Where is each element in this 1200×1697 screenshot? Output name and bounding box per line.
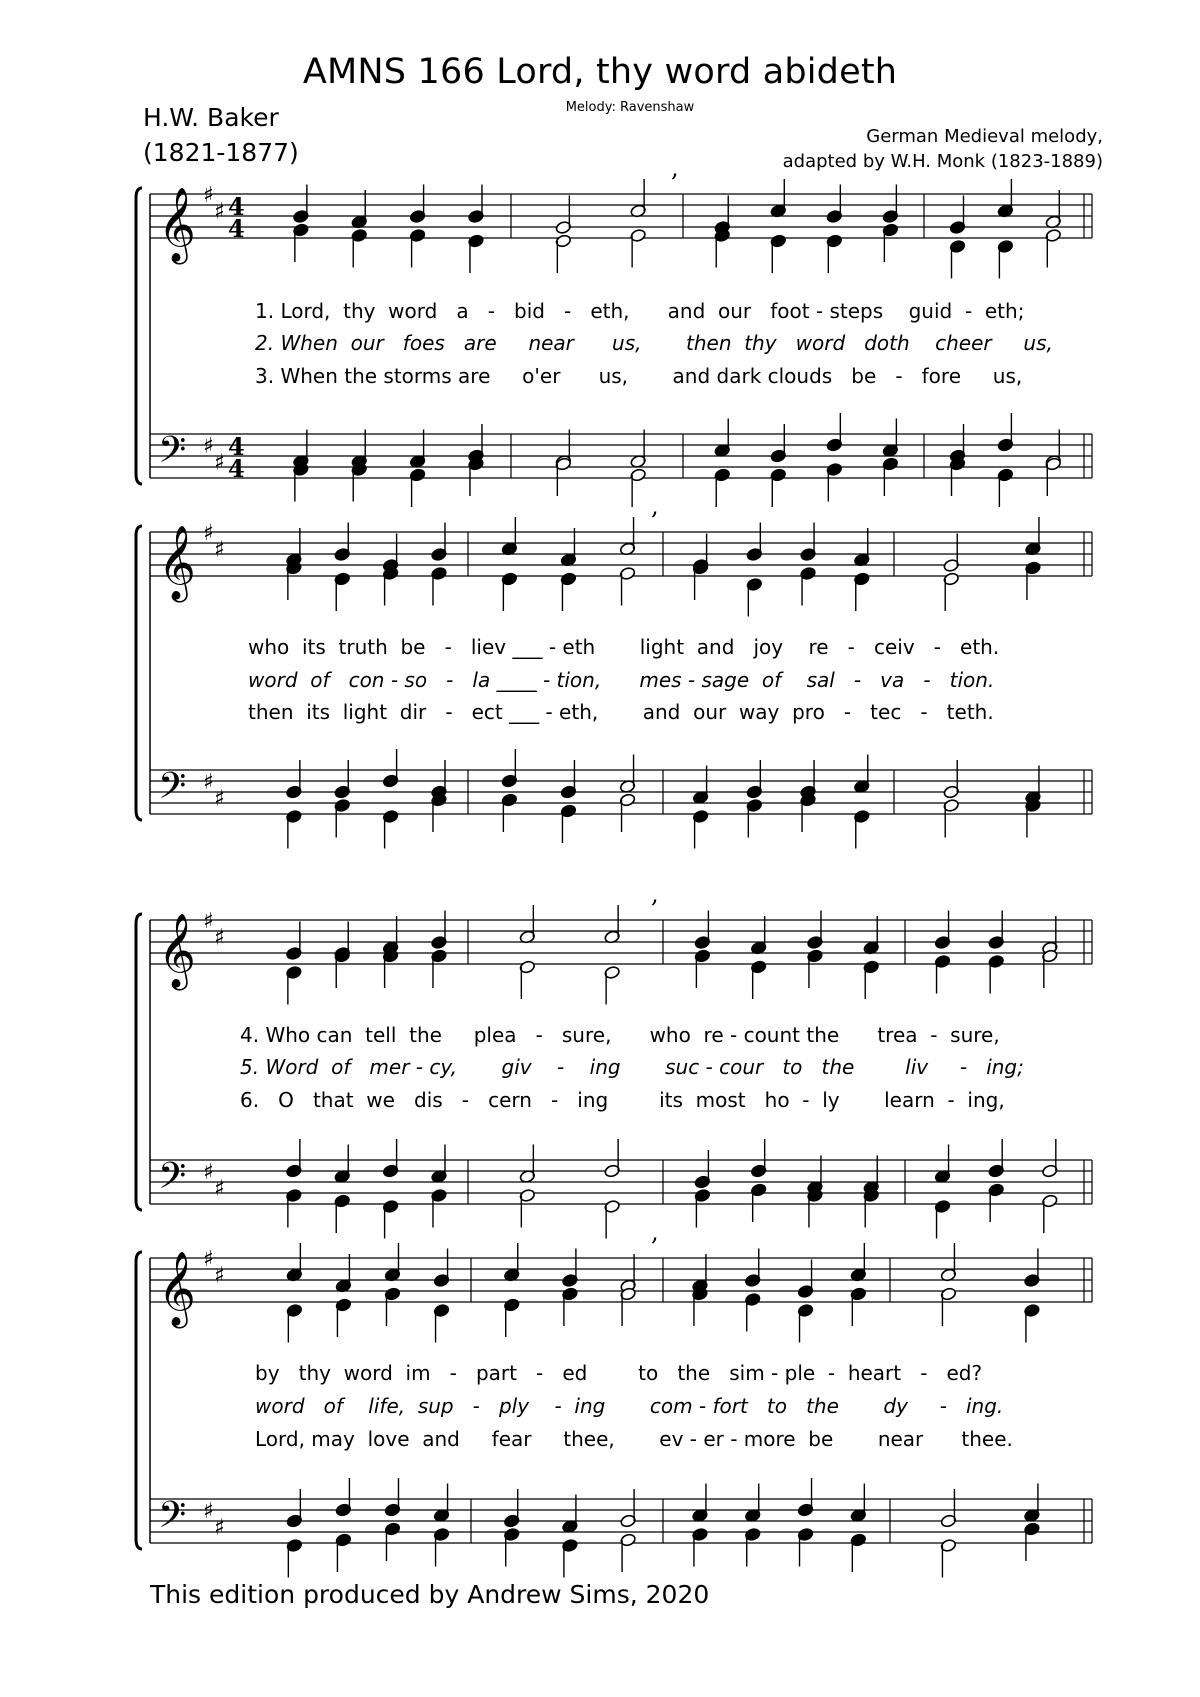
sharp-icon: ♯: [214, 786, 225, 812]
time-signature-icon: 4: [228, 432, 245, 461]
time-signature-icon: 4: [228, 192, 245, 221]
sharp-icon: ♯: [203, 521, 214, 546]
lyric-line: 3. When the storms are o'er us, and dark clouds be - fore us,: [255, 364, 1023, 388]
system-bracket: [136, 1252, 142, 1549]
bass-clef-icon: 𝄢: [158, 1155, 187, 1206]
sharp-icon: ♯: [214, 1515, 225, 1541]
sharp-icon: ♯: [203, 434, 214, 459]
lyric-line: 4. Who can tell the plea - sure, who re - count the trea - sure,: [240, 1023, 1000, 1047]
breath-mark-icon: ,: [671, 154, 679, 182]
lyric-line: Lord, may love and fear thee, ev - er - more be near thee.: [255, 1427, 1013, 1451]
time-signature-icon: 4: [228, 214, 245, 243]
system-bracket: [136, 188, 142, 484]
sharp-icon: ♯: [214, 199, 225, 225]
system-bracket: [136, 526, 142, 820]
sharp-icon: ♯: [203, 183, 214, 208]
lyric-line: 6. O that we dis - cern - ing its most ho - ly learn - ing,: [240, 1088, 1005, 1112]
treble-clef-icon: 𝄞: [158, 188, 196, 262]
bass-clef-icon: 𝄢: [158, 429, 187, 480]
breath-mark-icon: ,: [651, 880, 659, 908]
composer-line-1: German Medieval melody,: [866, 126, 1103, 147]
music-system: [136, 880, 1092, 1239]
treble-clef-icon: 𝄞: [158, 914, 196, 988]
sharp-icon: ♯: [203, 909, 214, 934]
author-dates: (1821-1877): [143, 138, 299, 167]
music-system: [136, 154, 1092, 507]
lyric-line: 2. When our foes are near us, then thy word doth cheer us,: [255, 331, 1053, 355]
treble-staff: [150, 183, 1092, 265]
lyric-line: word of con - so - la ____ - tion, mes - sage of sal - va - tion.: [248, 668, 995, 692]
lyric-line: by thy word im - part - ed to the sim - ple - heart - ed?: [255, 1361, 983, 1385]
music-system: [136, 492, 1092, 849]
sharp-icon: ♯: [203, 1160, 214, 1185]
lyric-line: then its light dir - ect ___ - eth, and our way pro - tec - teth.: [248, 700, 994, 724]
sharp-icon: ♯: [203, 1499, 214, 1524]
author-name: H.W. Baker: [143, 103, 279, 132]
lyric-line: 1. Lord, thy word a - bid - eth, and our foot - steps guid - eth;: [255, 299, 1025, 323]
lyric-line: who its truth be - liev ___ - eth light and joy re - ceiv - eth.: [248, 635, 1000, 659]
time-signature-icon: 4: [228, 454, 245, 483]
sharp-icon: ♯: [203, 1247, 214, 1272]
breath-mark-icon: ,: [651, 492, 659, 520]
sharp-icon: ♯: [214, 450, 225, 476]
lyric-line: 5. Word of mer - cy, giv - ing suc - cour to the liv - ing;: [240, 1055, 1024, 1079]
system-bracket: [136, 914, 142, 1210]
sharp-icon: ♯: [214, 1176, 225, 1202]
sharp-icon: ♯: [203, 770, 214, 795]
treble-clef-icon: 𝄞: [158, 1252, 196, 1326]
sharp-icon: ♯: [214, 1263, 225, 1289]
bass-clef-icon: 𝄢: [158, 765, 187, 816]
bass-clef-icon: 𝄢: [158, 1494, 187, 1545]
composer-line-2: adapted by W.H. Monk (1823-1889): [782, 151, 1103, 172]
sharp-icon: ♯: [214, 925, 225, 951]
breath-mark-icon: ,: [651, 1218, 659, 1246]
melody-name: Melody: Ravenshaw: [565, 100, 695, 115]
hymn-title: AMNS 166 Lord, thy word abideth: [302, 52, 898, 92]
treble-clef-icon: 𝄞: [158, 526, 196, 600]
edition-credit: This edition produced by Andrew Sims, 2020: [150, 1580, 710, 1609]
music-system: [136, 1218, 1092, 1578]
lyric-line: word of life, sup - ply - ing com - fort to the dy - ing.: [255, 1394, 1004, 1418]
sharp-icon: ♯: [214, 537, 225, 563]
